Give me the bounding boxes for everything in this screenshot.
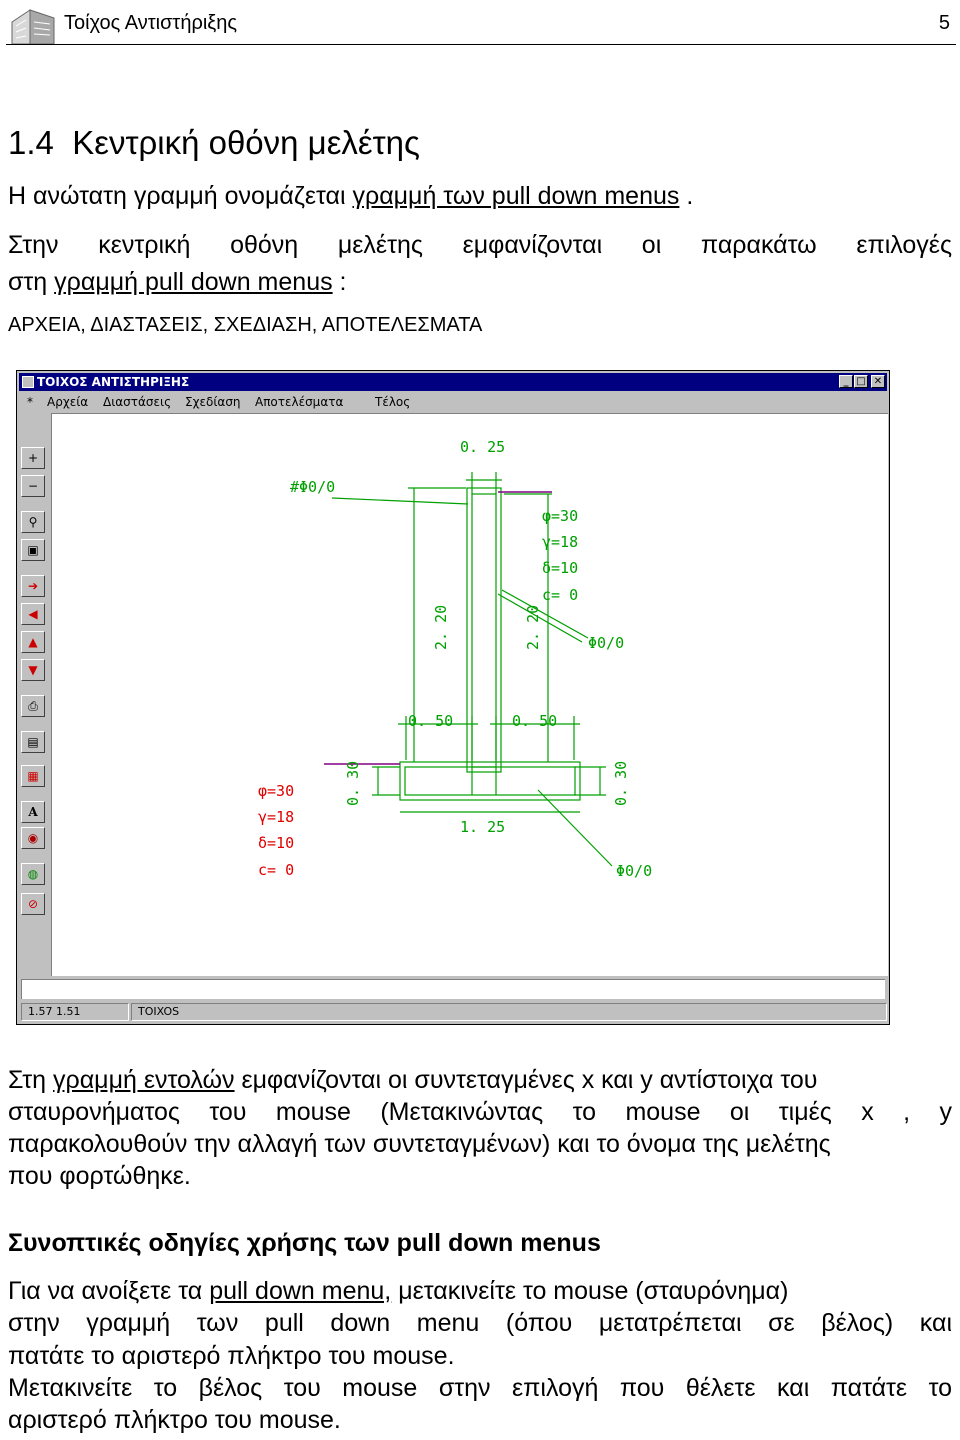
dim-base-thk-right: 0. 30 (612, 760, 630, 806)
window-titlebar (19, 373, 887, 391)
retaining-wall-drawing (52, 414, 888, 976)
intro2-line1: Στην κεντρική οθόνη μελέτης εμφανίζονται οι παρακάτω επιλογές (8, 231, 952, 259)
dim-heel: 0. 50 (512, 712, 558, 730)
page-number: 5 (938, 12, 950, 34)
label-base-rebar: Φ0/0 (616, 862, 653, 880)
para2-line1 (8, 1275, 952, 1307)
minimize-button[interactable]: _ (839, 375, 853, 388)
soil-left-gamma: γ=18 (258, 808, 295, 826)
export-icon[interactable]: ▦ (21, 765, 45, 787)
intro2-pre: στη (8, 268, 55, 296)
app-window (16, 370, 890, 1025)
magnifier-icon[interactable]: ⚲ (21, 511, 45, 533)
para2-line3: πατάτε το αριστερό πλήκτρο του mouse. (8, 1342, 455, 1370)
intro-end: . (679, 182, 694, 210)
printer-icon[interactable]: ⎙ (21, 695, 45, 717)
arrow-left-icon[interactable]: ◀ (21, 603, 45, 625)
para1-line3: παρακολουθούν την αλλαγή των συντεταγμένων) και το όνομα της μελέτης (8, 1130, 831, 1158)
palette-icon[interactable]: ◉ (21, 827, 45, 849)
dim-top-width: 0. 25 (460, 438, 506, 456)
arrow-down-icon[interactable]: ▼ (21, 659, 45, 681)
header-rule (6, 44, 956, 45)
menu-item-star[interactable]: * (27, 395, 33, 409)
text-icon[interactable]: A (21, 801, 45, 823)
pull-down-menu-term: pull down menu, (209, 1277, 392, 1305)
dim-base-thk-left: 0. 30 (344, 760, 362, 806)
intro-line (8, 180, 693, 212)
intro2-post: : (332, 268, 347, 296)
soil-right-delta: δ=10 (542, 559, 579, 577)
system-menu-icon[interactable] (22, 376, 34, 388)
menu-bar (21, 393, 885, 411)
arrow-right-icon[interactable]: ➔ (21, 575, 45, 597)
label-rebar-right: Φ0/0 (588, 634, 625, 652)
calculator-icon[interactable]: ▤ (21, 731, 45, 753)
pull-down-menus-term-2: γραμμή pull down menus (54, 268, 333, 296)
soil-right-phi: φ=30 (542, 507, 579, 525)
drawing-canvas[interactable] (51, 413, 888, 976)
para1-line1 (8, 1064, 952, 1096)
dim-base-width: 1. 25 (460, 818, 506, 836)
settings-icon[interactable]: ◍ (21, 863, 45, 885)
section-title: Κεντρική οθόνη μελέτης (72, 124, 420, 161)
close-button[interactable]: ✕ (871, 375, 885, 388)
intro-text: Η ανώτατη γραμμή ονομάζεται (8, 182, 353, 210)
para1-line4: που φορτώθηκε. (8, 1162, 191, 1190)
dim-toe: 0. 50 (408, 712, 454, 730)
para2-line4: Μετακινείτε το βέλος του mouse στην επιλογή που θέλετε και πατάτε το (8, 1374, 952, 1402)
intro2-line2 (8, 266, 347, 298)
status-coordinates: 1.57 1.51 (21, 1003, 129, 1021)
label-top-rebar: #Φ0/0 (290, 478, 336, 496)
instructions-subheading: Συνοπτικές οδηγίες χρήσης των pull down menus (8, 1229, 601, 1257)
zoom-out-icon[interactable]: − (21, 475, 45, 497)
exit-icon[interactable]: ⊘ (21, 893, 45, 915)
command-line-term: γραμμή εντολών (52, 1066, 235, 1094)
soil-right-gamma: γ=18 (542, 533, 579, 551)
section-number: 1.4 (8, 124, 54, 161)
soil-left-delta: δ=10 (258, 834, 295, 852)
menu-item-results[interactable]: Αποτελέσματα (255, 395, 344, 409)
para2-post: μετακινείτε το mouse (σταυρόνημα) (391, 1277, 789, 1305)
soil-left-phi: φ=30 (258, 782, 295, 800)
menu-item-drawing[interactable]: Σχεδίαση (185, 395, 241, 409)
soil-left-c: c= 0 (258, 861, 295, 879)
section-heading (8, 124, 420, 162)
para2-pre: Για να ανοίξετε τα (8, 1277, 210, 1305)
para2-line5: αριστερό πλήκτρο του mouse. (8, 1406, 341, 1434)
menu-item-files[interactable]: Αρχεία (47, 395, 89, 409)
maximize-button[interactable]: □ (854, 375, 868, 388)
wall-outline (332, 472, 612, 866)
menu-list: ΑΡΧΕΙΑ, ΔΙΑΣΤΑΣΕΙΣ, ΣΧΕΔΙΑΣΗ, ΑΠΟΤΕΛΕΣΜΑΤΑ (8, 314, 483, 336)
zoom-in-icon[interactable]: + (21, 447, 45, 469)
pull-down-menus-term: γραμμή των pull down menus (352, 182, 680, 210)
running-header-title: Τοίχος Αντιστήριξης (64, 12, 237, 34)
para1-post: εμφανίζονται οι συντεταγμένες x και y αντίστοιχα του (234, 1066, 818, 1094)
para2-line2: στην γραμμή των pull down menu (όπου μετατρέπεται σε βέλος) και (8, 1309, 952, 1337)
para1-line2: σταυρονήματος του mouse (Μετακινώντας το mouse οι τιμές x , y (8, 1098, 952, 1126)
menu-item-exit[interactable]: Τέλος (375, 395, 411, 409)
dim-stem-height-right: 2. 20 (524, 604, 542, 650)
monitor-icon[interactable]: ▣ (21, 539, 45, 561)
command-line-input[interactable] (21, 979, 885, 999)
status-filename: TOIXOS (131, 1003, 887, 1021)
arrow-up-icon[interactable]: ▲ (21, 631, 45, 653)
building-logo-icon (6, 4, 60, 48)
para1-pre: Στη (8, 1066, 53, 1094)
dim-stem-height-left: 2. 20 (432, 604, 450, 650)
window-title: ΤΟΙΧΟΣ ΑΝΤΙΣΤΗΡΙΞΗΣ (37, 375, 190, 389)
soil-right-c: c= 0 (542, 586, 579, 604)
menu-item-dimensions[interactable]: Διαστάσεις (103, 395, 172, 409)
